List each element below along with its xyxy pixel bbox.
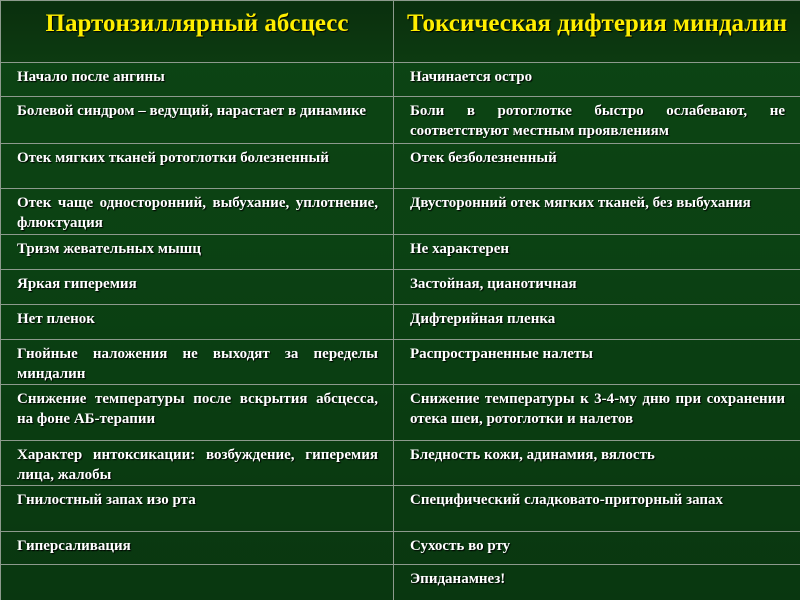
table-cell: Болевой синдром – ведущий, нарастает в динамике: [1, 97, 394, 144]
table-cell: Сухость во рту: [394, 532, 800, 565]
table-row: [1, 144, 800, 189]
table-cell: Характер интоксикации: возбуждение, гиперемия лица, жалобы: [1, 441, 394, 486]
table-row: [1, 385, 800, 441]
header-toxic-diphtheria: Токсическая дифтерия миндалин: [394, 1, 800, 63]
table-cell: Гнойные наложения не выходят за переделы миндалин: [1, 340, 394, 385]
table-cell: Боли в ротоглотке быстро ослабевают, не соответствуют местным проявлениям: [394, 97, 800, 144]
table-cell: Застойная, цианотичная: [394, 270, 800, 305]
table-cell: Дифтерийная пленка: [394, 305, 800, 340]
table-row: [1, 63, 800, 97]
table-row: [1, 235, 800, 270]
header-peritonsillar-abscess: Партонзиллярный абсцесс: [1, 1, 394, 63]
table-cell: Тризм жевательных мышц: [1, 235, 394, 270]
table-cell: Снижение температуры после вскрытия абсцесса, на фоне АБ-терапии: [1, 385, 394, 441]
table-cell: Двусторонний отек мягких тканей, без выбухания: [394, 189, 800, 235]
table-cell: Начинается остро: [394, 63, 800, 97]
table-row: [1, 270, 800, 305]
table-row: [1, 565, 800, 600]
table-cell: Гиперсаливация: [1, 532, 394, 565]
table-row: [1, 305, 800, 340]
table-row: [1, 532, 800, 565]
table-cell: Снижение температуры к 3-4-му дню при сохранении отека шеи, ротоглотки и налетов: [394, 385, 800, 441]
table-cell: Эпиданамнез!: [394, 565, 800, 600]
table-row: [1, 441, 800, 486]
table-cell: Нет пленок: [1, 305, 394, 340]
table-row: [1, 97, 800, 144]
table-cell: Специфический сладковато-приторный запах: [394, 486, 800, 532]
table-row: [1, 486, 800, 532]
table-cell: Отек мягких тканей ротоглотки болезненный: [1, 144, 394, 189]
table-row: [1, 340, 800, 385]
table-row: [1, 189, 800, 235]
table-cell: Гнилостный запах изо рта: [1, 486, 394, 532]
table-cell: Отек безболезненный: [394, 144, 800, 189]
table-cell: Начало после ангины: [1, 63, 394, 97]
table-cell: Распространенные налеты: [394, 340, 800, 385]
table-cell: Отек чаще односторонний, выбухание, уплотнение, флюктуация: [1, 189, 394, 235]
table-cell: [1, 565, 394, 600]
table-cell: Не характерен: [394, 235, 800, 270]
table-cell: Бледность кожи, адинамия, вялость: [394, 441, 800, 486]
table-header-row: [1, 1, 800, 63]
table-cell: Яркая гиперемия: [1, 270, 394, 305]
